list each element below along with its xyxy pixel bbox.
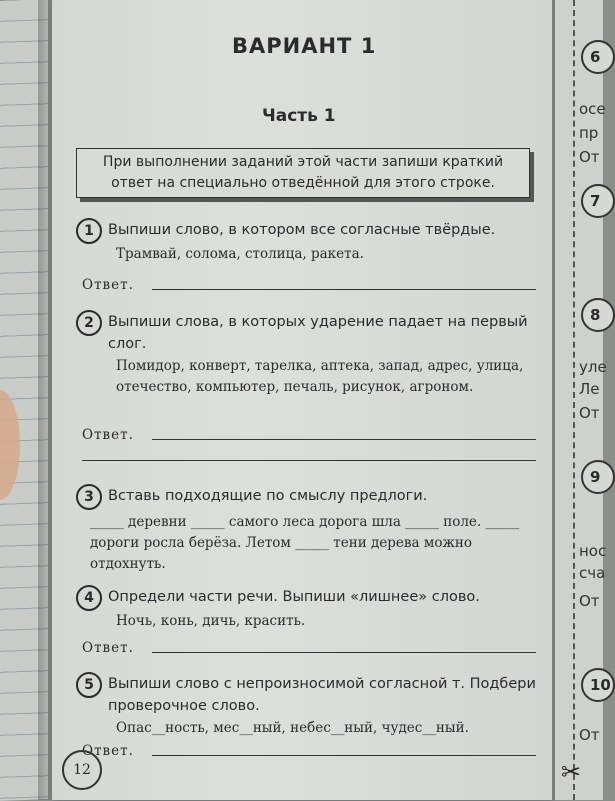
side-text: От: [579, 148, 600, 166]
side-text: нос: [579, 542, 607, 560]
side-text: пр: [579, 124, 599, 142]
task-3: [76, 484, 536, 574]
side-text: От: [579, 404, 600, 422]
answer-row: [82, 274, 536, 294]
answer-line[interactable]: [152, 755, 536, 756]
task-number: 2: [76, 310, 102, 336]
task-2: [76, 310, 536, 470]
side-task-number: 6: [581, 40, 615, 74]
answer-line[interactable]: [152, 652, 536, 653]
task-5: [76, 672, 536, 772]
task-text: _____ деревни _____ самого леса дорога шла _____ поле. _____ дороги росла берёза. Летом _____ тени дерева можно отдохнуть.: [90, 514, 520, 572]
workbook-page: [52, 0, 552, 800]
answer-line[interactable]: [152, 439, 536, 440]
answer-row: [82, 424, 536, 444]
side-text: От: [579, 592, 600, 610]
answer-label: Ответ.: [82, 427, 134, 443]
task-prompt: Выпиши слово, в котором все согласные твёрдые.: [108, 222, 496, 238]
task-4: [76, 585, 536, 665]
task-text: Помидор, конверт, тарелка, аптека, запад, адрес, улица, отечество, компьютер, печаль, рисунок, агроном.: [116, 358, 524, 395]
task-number: 4: [76, 585, 102, 611]
side-text: Ле: [579, 380, 600, 398]
task-prompt: Вставь подходящие по смыслу предлоги.: [108, 488, 428, 504]
answer-row: [82, 637, 536, 657]
side-text: осе: [579, 100, 606, 118]
task-number: 1: [76, 218, 102, 244]
answer-row: [82, 740, 536, 760]
page-number: 12: [62, 750, 102, 790]
answer-line-extra[interactable]: [82, 460, 536, 461]
task-number: 5: [76, 672, 102, 698]
side-task-number: 8: [581, 298, 615, 332]
task-1: [76, 218, 536, 298]
page-title: ВАРИАНТ 1: [232, 34, 377, 58]
task-number: 3: [76, 484, 102, 510]
scissors-icon: ✂: [561, 758, 582, 786]
side-text: уле: [579, 358, 607, 376]
answer-label: Ответ.: [82, 743, 134, 759]
answer-label: Ответ.: [82, 277, 134, 293]
side-task-number: 9: [581, 460, 615, 494]
instruction-box: При выполнении заданий этой части запиши краткий ответ на специально отведённой для этого строке.: [76, 148, 530, 198]
task-prompt: Выпиши слова, в которых ударение падает на первый слог.: [108, 314, 528, 352]
task-prompt: Выпиши слово с непроизносимой согласной т. Подбери проверочное слово.: [108, 676, 536, 714]
side-task-number: 7: [581, 184, 615, 218]
task-text: Ночь, конь, дичь, красить.: [116, 613, 306, 629]
task-text: Опас__ность, мес__ный, небес__ный, чудес__ный.: [116, 720, 469, 736]
side-text: От: [579, 726, 600, 744]
task-text: Трамвай, солома, столица, ракета.: [116, 246, 364, 262]
cut-line: [573, 0, 575, 800]
side-task-number: 10: [581, 668, 615, 702]
side-text: сча: [579, 564, 606, 582]
answer-line[interactable]: [152, 289, 536, 290]
part-title: Часть 1: [262, 106, 336, 126]
task-prompt: Определи части речи. Выпиши «лишнее» слово.: [108, 589, 480, 605]
right-page: [552, 0, 611, 800]
answer-label: Ответ.: [82, 640, 134, 656]
